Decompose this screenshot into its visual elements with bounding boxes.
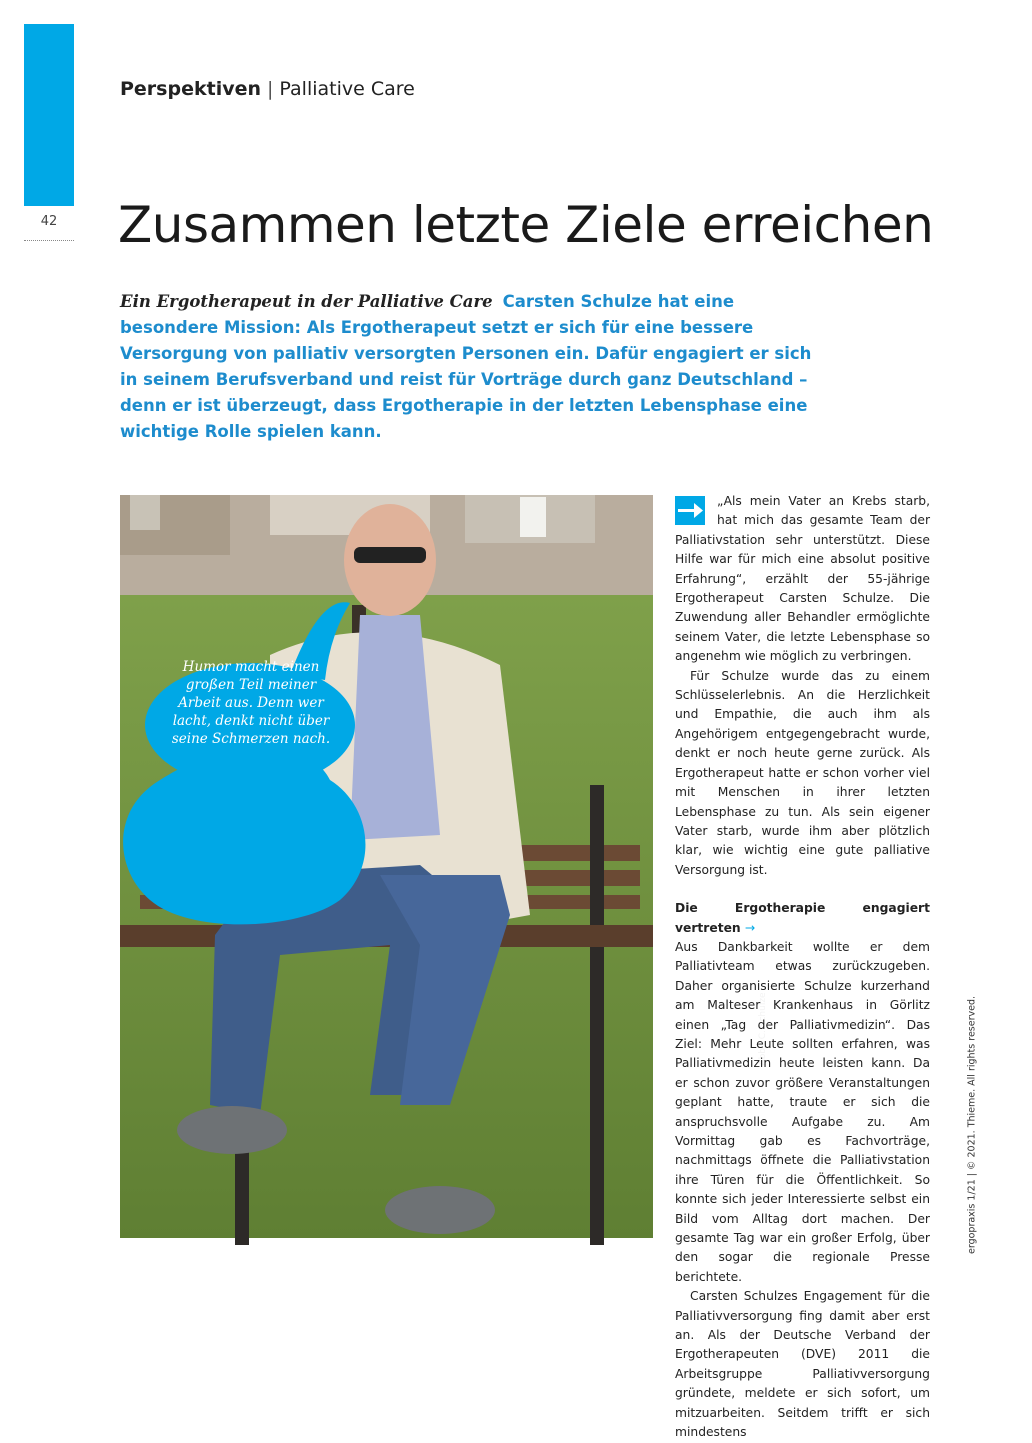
speech-bubble-quote: Humor macht einen großen Teil meiner Arbeit aus. Denn wer lacht, denkt nicht über seine Schmerzen nach. (171, 659, 331, 747)
arrow-right-box-icon (675, 496, 705, 525)
lead-kicker: Ein Ergotherapeut in der Palliative Care (120, 292, 493, 311)
section-topic: Palliative Care (279, 78, 415, 100)
body-paragraph: Für Schulze wurde das zu einem Schlüsselerlebnis. An die Herzlichkeit und Empathie, die auch ihm als Angehörigem entgegengebracht wurde, denkt er noch heute gerne zurück. Als Ergotherapeut hatte er schon vorher viel mit Menschen in ihrer letzten Lebensphase zu tun. Als sein eigener Vater starb, wurde ihm aber plötzlich klar, wie wichtig eine gute palliative Versorgung ist. (675, 668, 930, 877)
article-body (675, 492, 930, 1443)
page-number-divider (24, 240, 74, 241)
body-subheading: Die Ergotherapie engagiert vertreten → (675, 901, 930, 935)
section-header (120, 78, 415, 100)
article-lead (120, 289, 820, 445)
portrait-photo (120, 495, 768, 1238)
section-label: Perspektiven (120, 78, 262, 100)
body-paragraph: „Als mein Vater an Krebs starb, hat mich das gesamte Team der Palliativstation sehr unterstützt. Diese Hilfe war für mich eine absolut positive Erfahrung“, erzählt der 55-jährige Ergotherapeut Carsten Schulze. Die Zuwendung aller Behandler ermöglichte seinem Vater, die letzte Lebensphase so angenehm wie möglich zu verbringen. (675, 494, 930, 664)
body-paragraph: Carsten Schulzes Engagement für die Palliativversorgung fing damit aber erst an. Als der Deutsche Verband der Ergotherapeuten (DVE) 2011 die Arbeitsgruppe Palliativversorgung gründete, meldete er sich sofort, um mitzuarbeiten. Seitdem trifft er sich mindestens (675, 1289, 930, 1440)
photo-credit: Abb.: C. Schulze (758, 992, 768, 1066)
arrow-right-icon: → (744, 920, 756, 935)
journal-footer: ergopraxis 1/21 | © 2021. Thieme. All rights reserved. (966, 995, 978, 1255)
section-color-bar (24, 24, 74, 206)
lead-text: Carsten Schulze hat eine besondere Mission: Als Ergotherapeut setzt er sich für eine bessere Versorgung von palliativ versorgten Personen ein. Dafür engagiert er sich in seinem Berufsverband und reist für Vorträge durch ganz Deutschland – denn er ist überzeugt, dass Ergotherapie in der letzten Lebensphase eine wichtige Rolle spielen kann. (120, 292, 812, 441)
article-headline: Zusammen letzte Ziele erreichen (118, 196, 934, 254)
page-number: 42 (40, 214, 58, 229)
section-separator: | (267, 78, 274, 100)
body-paragraph: Aus Dankbarkeit wollte er dem Palliativteam etwas zurückzugeben. Daher organisierte Schulze kurzerhand am Malteser Krankenhaus in Görlitz einen „Tag der Palliativmedizin“. Das Ziel: Mehr Leute sollten erfahren, was Palliativmedizin heute leisten kann. Da er schon zuvor größere Veranstaltungen geplant hatte, traute er sich die anspruchsvolle Aufgabe zu. Am Vormittag gab es Fachvorträge, nachmittags öffnete die Palliativstation ihre Türen für die Öffentlichkeit. So konnte sich jeder Interessierte selbst ein Bild vom Alltag dort machen. Der gesamte Tag war ein großer Erfolg, über den sogar die regionale Presse berichtete. (675, 939, 930, 1284)
portrait-photo-illustration (120, 495, 653, 1238)
